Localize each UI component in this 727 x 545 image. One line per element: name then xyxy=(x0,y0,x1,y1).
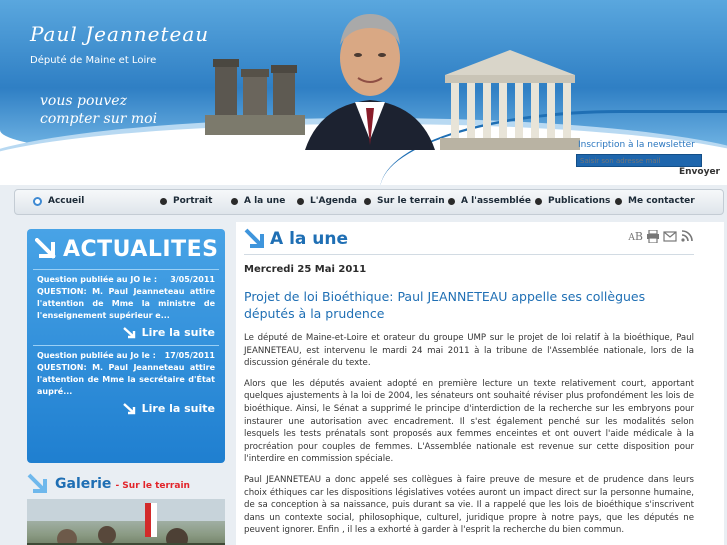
deputy-portrait xyxy=(300,0,440,150)
arrow-down-right-icon xyxy=(123,327,137,339)
news-meta xyxy=(37,350,215,362)
nav-label: L'Agenda xyxy=(310,196,357,206)
nav-item-publications[interactable] xyxy=(535,196,610,206)
nav-bullet-icon xyxy=(535,198,542,205)
divider xyxy=(244,254,694,255)
read-more-link[interactable] xyxy=(27,326,225,339)
galerie-subtitle: - Sur le terrain xyxy=(115,480,190,491)
actualites-box xyxy=(27,229,225,463)
nav-label: Accueil xyxy=(48,196,85,206)
news-item[interactable] xyxy=(27,270,225,322)
nav-label: Me contacter xyxy=(628,196,695,206)
nav-item-portrait[interactable] xyxy=(160,196,212,206)
left-column xyxy=(27,229,225,545)
news-meta-label: Question publiée au JO le : xyxy=(37,275,158,284)
news-date: 3/05/2011 xyxy=(170,275,215,284)
signature-logo[interactable]: Paul Jeanneteau xyxy=(30,22,210,46)
nav-item-a-la-une[interactable] xyxy=(231,196,285,206)
nav-bullet-icon xyxy=(615,198,622,205)
newsletter-box xyxy=(576,140,722,177)
galerie-photo-scene xyxy=(27,499,225,545)
news-date: 17/05/2011 xyxy=(164,351,215,360)
nav-label: Publications xyxy=(548,196,611,206)
galerie-header[interactable] xyxy=(27,473,225,495)
nav-label: Portrait xyxy=(173,196,213,206)
news-item[interactable] xyxy=(27,346,225,398)
newsletter-send-button[interactable]: Envoyer xyxy=(678,167,720,177)
nav-label: A l'assemblée xyxy=(461,196,531,206)
article-paragraph: Alors que les députés avaient adopté en première lecture un texte relativement court, apportant quelques ajustements à la loi de 2004, les sénateurs ont souhaité réviser plus profondément les lois de bioéthique. Ainsi, le Sénat a supprimé le principe d'interdiction de la recherche sur les embryons pour instaurer une autorisation avec encadrement. Il s'est également penché sur les modalités selon lesquels les tests prénatals sont proposés aux femmes enceintes et ont ouvert l'aide médicale à la procréation pour couples de femmes. L'Assemblée nationale est revenue sur cette disposition pour l'interdire en commission spéciale. xyxy=(244,378,694,465)
main-nav xyxy=(14,189,724,215)
article-paragraph: Le député de Maine-et-Loire et orateur du groupe UMP sur le projet de loi relatif à la bioéthique, Paul JEANNETEAU, est intervenu le mardi 24 mai 2011 à la tribune de l'Assemblée nationale, lors de la discussion générale du texte. xyxy=(244,333,694,369)
galerie-title: Galerie xyxy=(55,476,112,492)
arrow-down-right-icon xyxy=(35,238,57,260)
print-icon[interactable] xyxy=(646,230,660,243)
nav-item-accueil[interactable] xyxy=(33,196,84,206)
section-header xyxy=(244,228,348,250)
news-excerpt: QUESTION: M. Paul Jeanneteau attire l'attention de Mme la ministre de l'enseignement supérieur e... xyxy=(37,287,215,320)
article-title[interactable]: Projet de loi Bioéthique: Paul JEANNETEAU appelle ses collègues députés à la prudence xyxy=(244,289,646,321)
arrow-down-right-icon xyxy=(244,228,266,250)
nav-bullet-icon xyxy=(33,197,42,206)
parliament-image xyxy=(435,40,585,150)
actualites-header xyxy=(27,229,225,269)
nav-item-agenda[interactable] xyxy=(297,196,357,206)
site-slogan: vous pouvez compter sur moi xyxy=(40,93,158,127)
email-icon[interactable] xyxy=(663,230,677,243)
nav-item-sur-le-terrain[interactable] xyxy=(364,196,445,206)
nav-bullet-icon xyxy=(448,198,455,205)
font-size-tool[interactable]: AB xyxy=(628,230,643,243)
nav-label: Sur le terrain xyxy=(377,196,445,206)
nav-bullet-icon xyxy=(297,198,304,205)
actualites-title: ACTUALITES xyxy=(63,236,219,262)
nav-item-assemblee[interactable] xyxy=(448,196,531,206)
read-more-label: Lire la suite xyxy=(141,402,215,415)
arrow-down-right-icon xyxy=(123,403,137,415)
site-subtitle: Député de Maine et Loire xyxy=(30,55,157,66)
arrow-down-right-icon xyxy=(27,473,49,495)
read-more-label: Lire la suite xyxy=(141,326,215,339)
article-date: Mercredi 25 Mai 2011 xyxy=(244,264,367,275)
article-tools xyxy=(628,230,694,243)
main-content xyxy=(236,222,724,545)
nav-bullet-icon xyxy=(231,198,238,205)
nav-bullet-icon xyxy=(160,198,167,205)
nav-item-me-contacter[interactable] xyxy=(615,196,695,206)
galerie-photo[interactable] xyxy=(27,499,225,545)
news-meta-label: Question publiée au Jo le : xyxy=(37,351,156,360)
news-meta xyxy=(37,274,215,286)
nav-bullet-icon xyxy=(364,198,371,205)
newsletter-email-input[interactable] xyxy=(576,154,702,167)
rss-icon[interactable] xyxy=(680,230,694,243)
read-more-link[interactable] xyxy=(27,402,225,415)
site-header xyxy=(0,0,727,185)
newsletter-title: Inscription à la newsletter xyxy=(578,140,695,150)
nav-label: A la une xyxy=(244,196,286,206)
article-paragraph: Paul JEANNETEAU a donc appelé ses collègues à faire preuve de mesure et de prudence dans leurs choix éthiques car les dispositions législatives votées auront un impact direct sur la personne humaine, de sa conception à sa naissance, puis durant sa vie. Il a rappelé que les lois de bioéthique s'inscrivent dans un contexte social, philosophique, culturel, juridique propre à notre pays, que les députés ne peuvent ignorer. Enfin , il les a exhorté à garder à l'esprit la recherche du bien commun. xyxy=(244,474,694,536)
article-body xyxy=(244,332,694,545)
section-title: A la une xyxy=(270,229,349,249)
castle-image xyxy=(205,35,305,135)
news-excerpt: QUESTION: M. Paul Jeanneteau attire l'attention de Mme la secrétaire d'État aupré... xyxy=(37,363,215,396)
